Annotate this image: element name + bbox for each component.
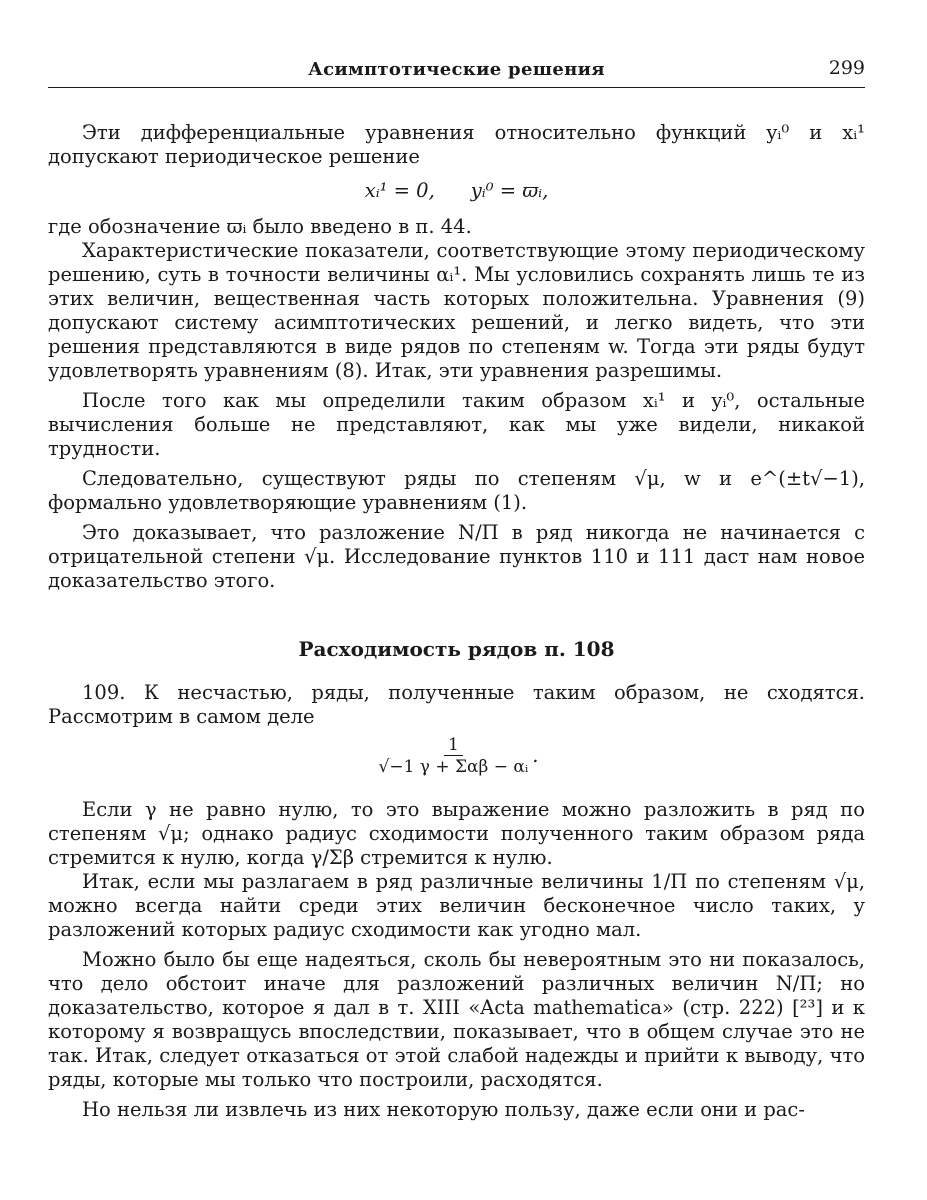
- formula-y-equals-w: yᵢ⁰ = ϖᵢ,: [470, 179, 549, 202]
- fraction: [375, 735, 533, 778]
- paragraph-3: Характеристические показатели, соответствующие этому периодическому решению, суть в точности величины αᵢ¹. Мы условились сохранять лишь те из этих величин, вещественная часть которых положительна. Уравнения (9) допускают систему асимптотических решений, и легко видеть, что эти решения представляются в виде рядов по степеням w. Тогда эти ряды будут удовлетворять уравнениям (8). Итак, эти уравнения разрешимы.: [48, 239, 865, 382]
- page-number: 299: [828, 57, 865, 79]
- paragraph-6: Это доказывает, что разложение N/Π в ряд никогда не начинается с отрицательной степени √μ. Исследование пунктов 110 и 111 даст нам новое доказательство этого.: [48, 521, 865, 592]
- section-heading: Расходимость рядов п. 108: [298, 637, 615, 661]
- paragraph-10: Можно было бы еще надеяться, сколь бы невероятным это ни показалось, что дело обстоит иначе для разложений различных величин N/Π; но доказательство, которое я дал в т. XIII «Acta mathematica» (стр. 222) [²³] и к которому я возвращусь впоследствии, показывает, что в общем случае это не так. Итак, следует отказаться от этой слабой надежды и прийти к выводу, что ряды, которые мы только что построили, расходятся.: [48, 948, 865, 1091]
- paragraph-7: 109. К несчастью, ряды, полученные таким образом, не сходятся. Рассмотрим в самом деле: [48, 681, 865, 728]
- paragraph-5: Следовательно, существуют ряды по степеням √μ, w и e^(±t√−1), формально удовлетворяющие уравнениям (1).: [48, 467, 865, 514]
- paragraph-2: где обозначение ϖᵢ было введено в п. 44.: [48, 215, 472, 238]
- paragraph-1: Эти дифференциальные уравнения относительно функций yᵢ⁰ и xᵢ¹ допускают периодическое решение: [48, 121, 865, 168]
- formula-x-equals-zero: xᵢ¹ = 0,: [364, 179, 435, 202]
- paragraph-4: После того как мы определили таким образом xᵢ¹ и yᵢ⁰, остальные вычисления больше не представляют, как мы уже видели, никакой трудности.: [48, 389, 865, 460]
- running-header: [48, 57, 865, 88]
- header-title: Асимптотические решения: [308, 59, 605, 80]
- paragraph-11: Но нельзя ли извлечь из них некоторую пользу, даже если они и рас-: [82, 1098, 805, 1121]
- paragraph-8: Если γ не равно нулю, то это выражение можно разложить в ряд по степеням √μ; однако радиус сходимости полученного таким образом ряда стремится к нулю, когда γ/Σβ стремится к нулю.: [48, 798, 865, 869]
- formula-periodic-solution: [48, 179, 865, 203]
- fraction-tail: .: [532, 744, 539, 767]
- formula-fraction: [48, 735, 865, 778]
- page-body: [48, 121, 865, 1122]
- fraction-denominator: √−1 γ + Σαβ − αᵢ: [378, 757, 529, 777]
- paragraph-9: Итак, если мы разлагаем в ряд различные величины 1/Π по степеням √μ, можно всегда найти среди этих величин бесконечное число таких, у разложений которых радиус сходимости как угодно мал.: [48, 870, 865, 941]
- fraction-numerator: 1: [444, 735, 463, 756]
